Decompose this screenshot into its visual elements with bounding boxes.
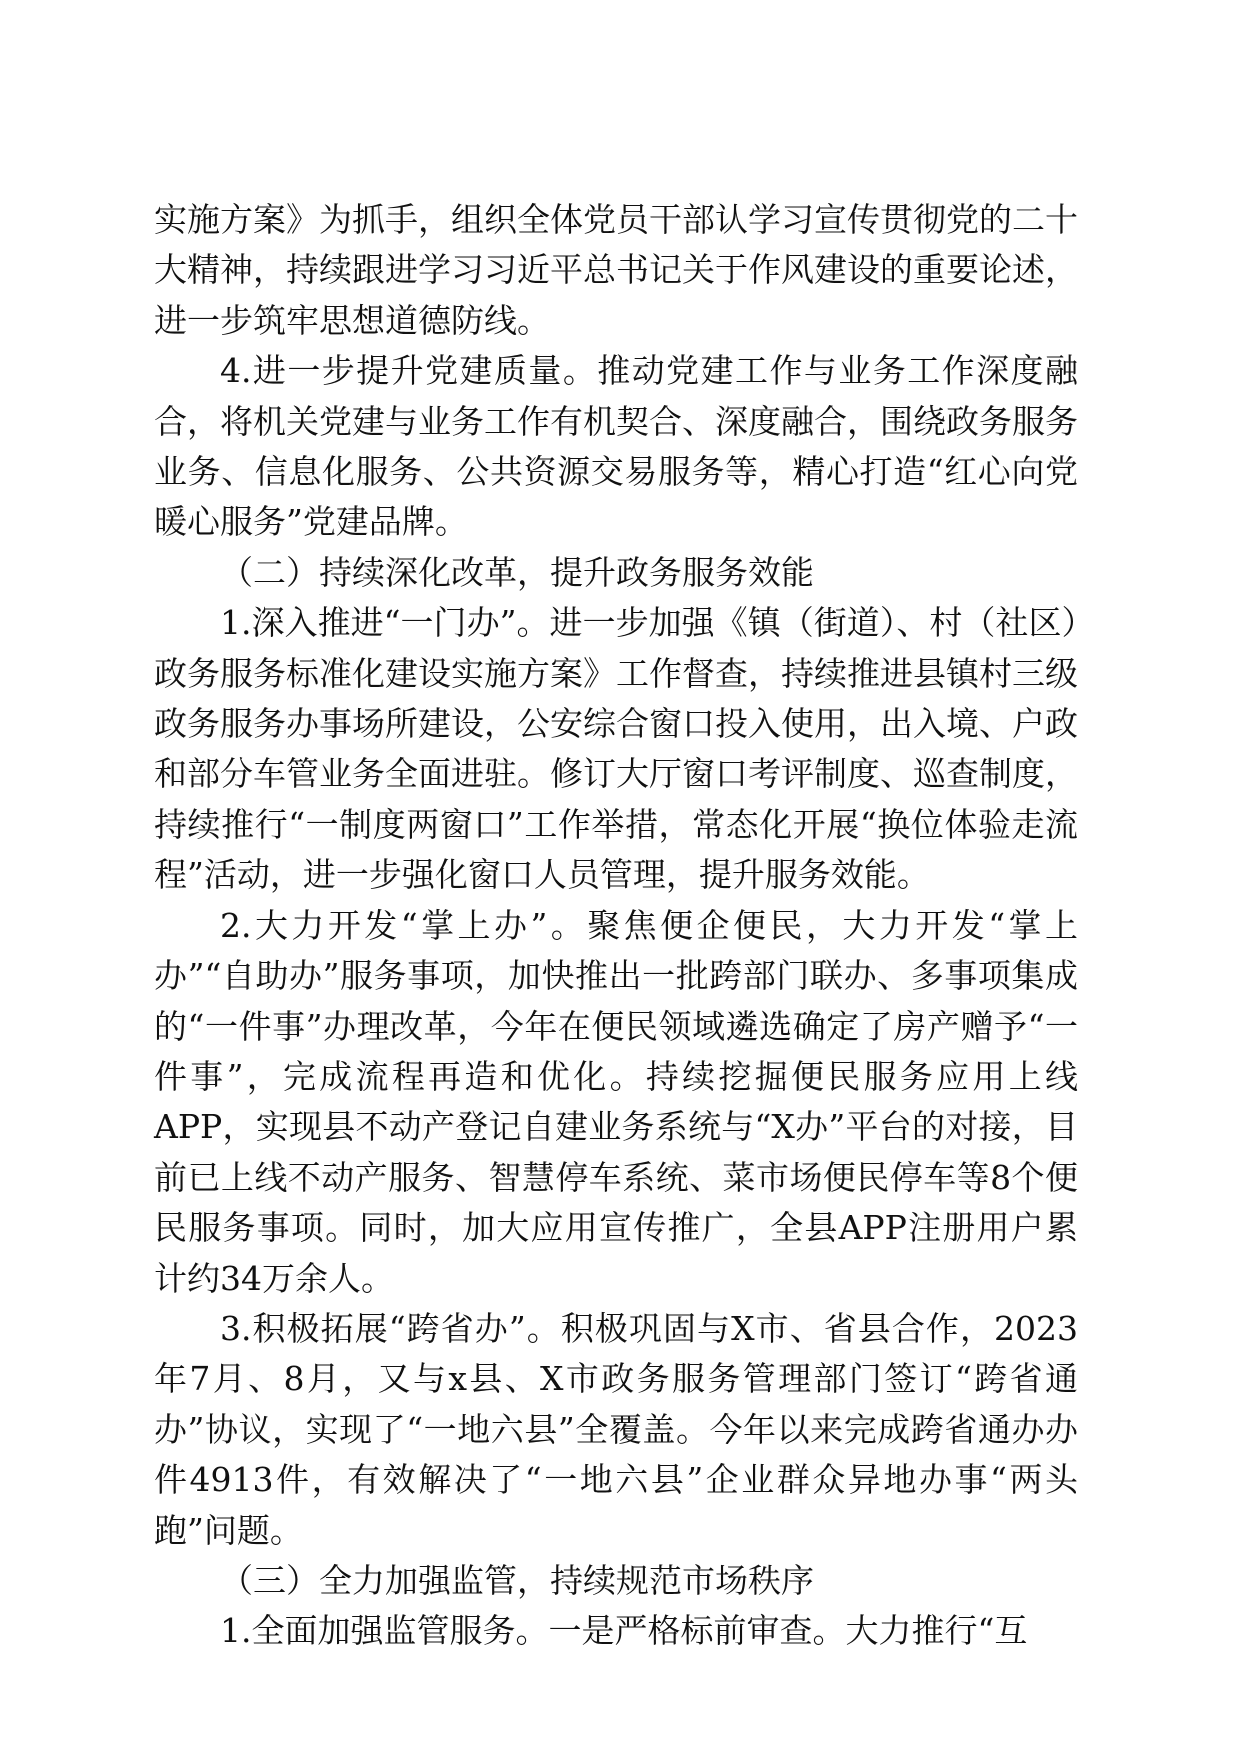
paragraph-item-3: 3.积极拓展“跨省办”。积极巩固与X市、省县合作，2023年7月、8月，又与x县、X市政务服务管理部门签订“跨省通办”协议，实现了“一地六县”全覆盖。今年以来完成跨省通办办件4913件，有效解决了“一地六县”企业群众异地办事“两头跑”问题。: [154, 1308, 1078, 1550]
paragraph-item-1: 1.深入推进“一门办”。进一步加强《镇（街道）、村（社区）政务服务标准化建设实施方案》工作督查，持续推进县镇村三级政务服务办事场所建设，公安综合窗口投入使用，出入境、户政和部分车管业务全面进驻。修订大厅窗口考评制度、巡查制度，持续推行“一制度两窗口”工作举措，常态化开展“换位体验走流程”活动，进一步强化窗口人员管理，提升服务效能。: [154, 603, 1078, 895]
section-heading-2: （二）持续深化改革，提升政务服务效能: [220, 552, 814, 592]
paragraph-item-2: 2.大力开发“掌上办”。聚焦便企便民，大力开发“掌上办”“自助办”服务事项，加快推出一批跨部门联办、多事项集成的“一件事”办理改革，今年在便民领域遴选确定了房产赠予“一件事”，完成流程再造和优化。持续挖掘便民服务应用上线APP，实现县不动产登记自建业务系统与“X办”平台的对接，目前已上线不动产服务、智慧停车系统、菜市场便民停车等8个便民服务事项。同时，加大应用宣传推广，全县APP注册用户累计约34万余人。: [154, 905, 1078, 1298]
paragraph-item-4: 4.进一步提升党建质量。推动党建工作与业务工作深度融合，将机关党建与业务工作有机契合、深度融合，围绕政务服务业务、信息化服务、公共资源交易服务等，精心打造“红心向党暖心服务”党建品牌。: [154, 351, 1078, 542]
section-heading-3: （三）全力加强监管，持续规范市场秩序: [220, 1560, 814, 1600]
paragraph-continuation: 实施方案》为抓手，组织全体党员干部认学习宣传贯彻党的二十大精神，持续跟进学习习近平总书记关于作风建设的重要论述，进一步筑牢思想道德防线。: [154, 200, 1078, 340]
paragraph-item-1-supervision: 1.全面加强监管服务。一是严格标前审查。大力推行“互: [220, 1611, 1028, 1651]
document-body: [154, 195, 1078, 1657]
